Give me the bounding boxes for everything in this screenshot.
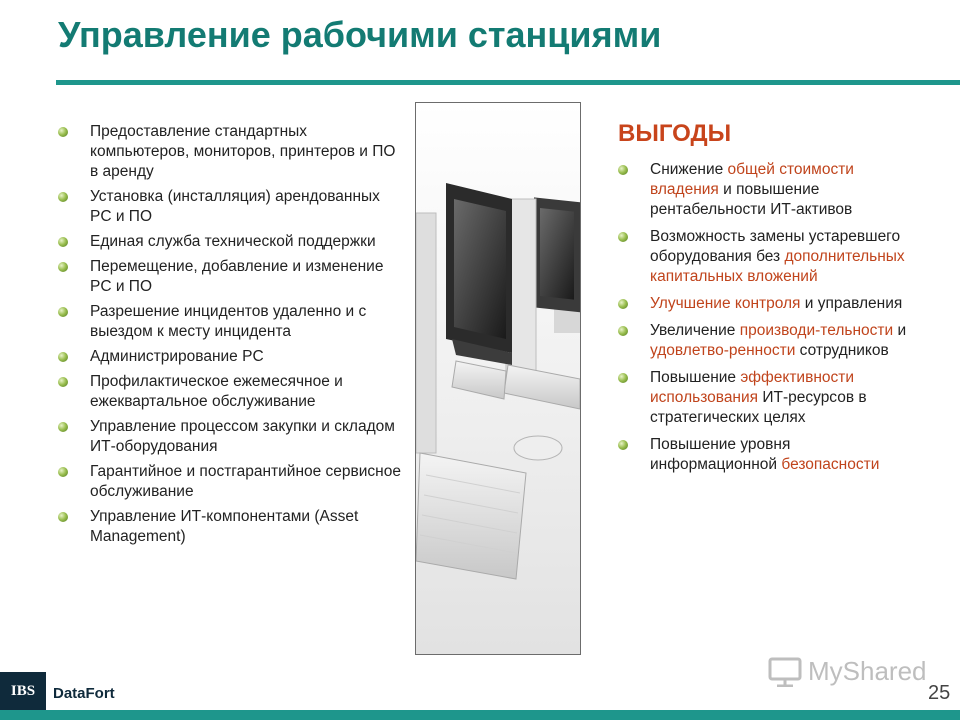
bullet-icon — [618, 440, 628, 450]
service-item — [58, 187, 403, 227]
bullet-icon — [58, 352, 68, 362]
service-item — [58, 507, 403, 547]
benefit-text: ИТ-ресурсов в стратегических целях — [650, 389, 867, 426]
service-item — [58, 302, 403, 342]
footer-bar — [0, 710, 960, 720]
service-item-text: Разрешение инцидентов удаленно и с выездом к месту инцидента — [90, 303, 367, 340]
service-item — [58, 122, 403, 182]
benefit-item — [618, 227, 918, 287]
service-item — [58, 372, 403, 412]
benefit-text: Повышение — [650, 369, 741, 386]
benefit-item — [618, 160, 918, 220]
bullet-icon — [58, 262, 68, 272]
service-item-text: Управление процессом закупки и складом ИТ-оборудования — [90, 418, 395, 455]
benefit-item — [618, 435, 918, 475]
benefit-highlight-text: эффективности использования — [650, 369, 855, 406]
bullet-icon — [618, 232, 628, 242]
benefit-highlight-text: дополнительных капитальных вложений — [650, 248, 905, 285]
ibs-logo: IBS — [0, 672, 46, 710]
benefit-highlight-text: производи-тельности — [739, 322, 894, 339]
benefit-highlight-text: удовлетво-ренности — [650, 342, 796, 359]
benefit-item — [618, 368, 918, 428]
bullet-icon — [58, 467, 68, 477]
benefit-item — [618, 321, 918, 361]
service-item-text: Гарантийное и постгарантийное сервисное обслуживание — [90, 463, 401, 500]
benefit-text: и — [893, 322, 907, 339]
benefit-highlight-text: общей стоимости владения — [650, 161, 854, 198]
bullet-icon — [58, 192, 68, 202]
datafort-logo-text: DataFort — [53, 685, 115, 702]
service-item-text: Перемещение, добавление и изменение PC и ПО — [90, 258, 384, 295]
service-item — [58, 232, 403, 252]
benefit-text: Возможность замены устаревшего оборудования без — [650, 228, 901, 265]
bullet-icon — [58, 377, 68, 387]
bullet-icon — [618, 299, 628, 309]
benefit-text: Увеличение — [650, 322, 740, 339]
benefits-heading: ВЫГОДЫ — [618, 120, 732, 147]
bullet-icon — [618, 326, 628, 336]
service-item-text: Единая служба технической поддержки — [90, 233, 376, 250]
bullet-icon — [618, 373, 628, 383]
service-item-text: Установка (инсталляция) арендованных PC и ПО — [90, 188, 380, 225]
benefit-highlight-text: безопасности — [781, 456, 880, 473]
computer-monitors-illustration — [416, 103, 580, 654]
bullet-icon — [58, 422, 68, 432]
workstations-photo — [415, 102, 581, 655]
page-number: 25 — [928, 682, 951, 704]
slide-title: Управление рабочими станциями — [58, 14, 662, 55]
benefit-text: и повышение рентабельности ИТ-активов — [650, 181, 853, 218]
bullet-icon — [58, 127, 68, 137]
benefit-text: и управления — [800, 295, 903, 312]
benefit-text: Повышение уровня информационной — [650, 436, 791, 473]
service-item-text: Администрирование PC — [90, 348, 264, 365]
bullet-icon — [58, 237, 68, 247]
bullet-icon — [58, 307, 68, 317]
services-list — [58, 122, 403, 552]
service-item — [58, 417, 403, 457]
service-item — [58, 347, 403, 367]
service-item-text: Предоставление стандартных компьютеров, мониторов, принтеров и ПО в аренду — [90, 123, 396, 180]
benefit-highlight-text: Улучшение контроля — [650, 295, 801, 312]
benefit-text: сотрудников — [795, 342, 889, 359]
myshared-watermark — [768, 656, 927, 687]
benefit-text: Снижение — [650, 161, 728, 178]
service-item — [58, 462, 403, 502]
watermark-text: MyShared — [808, 656, 927, 686]
service-item — [58, 257, 403, 297]
benefit-item — [618, 294, 918, 314]
service-item-text: Управление ИТ-компонентами (Asset Management) — [90, 508, 359, 545]
title-underline — [56, 80, 960, 85]
benefits-list — [618, 160, 918, 482]
service-item-text: Профилактическое ежемесячное и ежеквартальное обслуживание — [90, 373, 343, 410]
presentation-icon — [768, 657, 802, 687]
bullet-icon — [618, 165, 628, 175]
bullet-icon — [58, 512, 68, 522]
